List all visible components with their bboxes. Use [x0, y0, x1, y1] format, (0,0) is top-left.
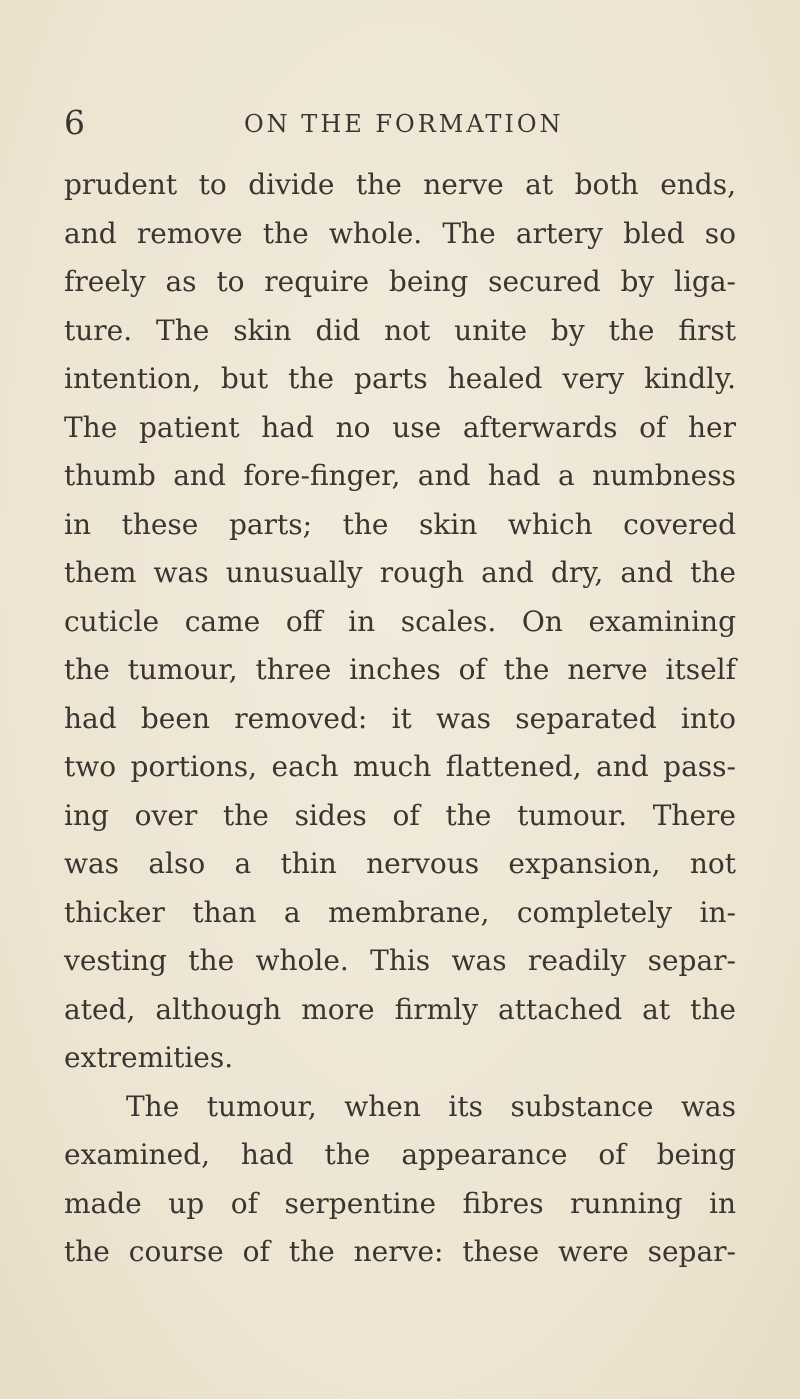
- paragraph-end-line: extremities.: [64, 1041, 234, 1074]
- page-number: 6: [64, 103, 85, 142]
- text-line: ing over the sides of the tumour. There: [64, 798, 736, 832]
- text-line: vesting the whole. This was readily separ-: [64, 944, 736, 977]
- text-line: had been removed: it was separated into: [64, 701, 736, 735]
- text-line: and remove the whole. The artery bled so: [64, 216, 736, 250]
- text-line: the course of the nerve: these were separ-: [64, 1235, 736, 1268]
- text-line: The patient had no use afterwards of her: [64, 410, 736, 444]
- text-line: thumb and fore-finger, and had a numbness: [64, 459, 736, 492]
- text-line: two portions, each much flattened, and pass-: [64, 750, 736, 783]
- text-line: was also a thin nervous expansion, not: [64, 847, 736, 880]
- text-line: thicker than a membrane, completely in-: [64, 895, 736, 929]
- text-line: in these parts; the skin which covered: [64, 507, 736, 541]
- text-line: intention, but the parts healed very kindly.: [64, 362, 736, 395]
- text-line: cuticle came off in scales. On examining: [64, 604, 736, 638]
- text-line: made up of serpentine fibres running in: [64, 1186, 736, 1220]
- text-line: freely as to require being secured by liga-: [64, 265, 736, 298]
- text-line: the tumour, three inches of the nerve itself: [64, 653, 736, 686]
- text-line: ture. The skin did not unite by the first: [64, 313, 736, 347]
- text-line: prudent to divide the nerve at both ends,: [64, 168, 736, 201]
- running-head: ON THE FORMATION: [244, 110, 564, 138]
- text-line: ated, although more firmly attached at the: [64, 992, 736, 1026]
- text-line: examined, had the appearance of being: [64, 1138, 736, 1171]
- body-text: [64, 161, 736, 1277]
- paragraph-start-line: The tumour, when its substance was: [126, 1089, 736, 1123]
- page-header: [64, 103, 736, 143]
- text-line: them was unusually rough and dry, and the: [64, 556, 736, 589]
